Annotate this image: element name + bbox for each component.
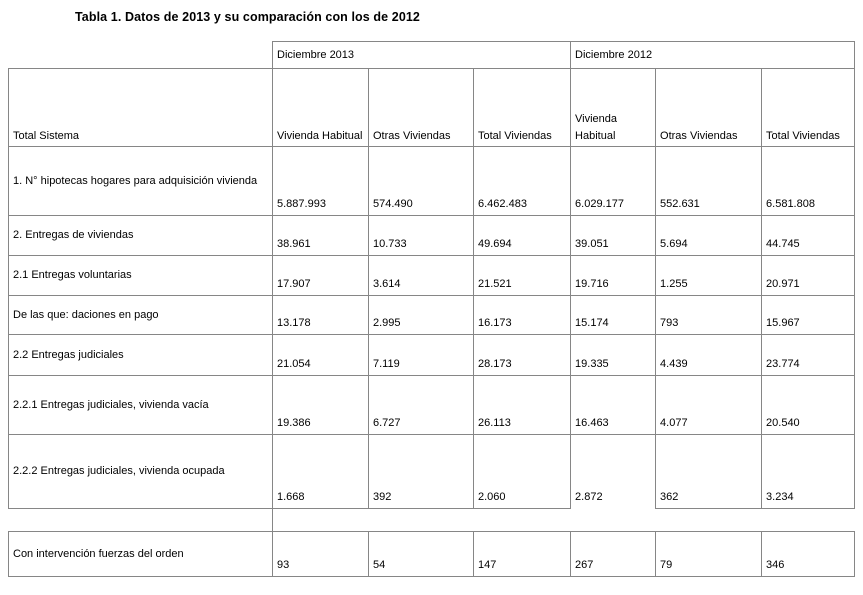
cell-value: 16.173 [474, 296, 571, 335]
row-label: 2. Entregas de viviendas [9, 216, 273, 256]
column-header: Otras Viviendas [656, 69, 762, 147]
cell-value: 19.335 [571, 335, 656, 376]
gap-spacer [9, 509, 273, 532]
cell-value: 267 [571, 532, 656, 577]
cell-value: 23.774 [762, 335, 855, 376]
cell-value: 3.234 [762, 435, 855, 509]
cell-value: 3.614 [369, 256, 474, 296]
cell-value: 39.051 [571, 216, 656, 256]
cell-value: 5.694 [656, 216, 762, 256]
row-label: 2.2.1 Entregas judiciales, vivienda vacía [9, 376, 273, 435]
row-label: Con intervención fuerzas del orden [9, 532, 273, 577]
cell-value: 54 [369, 532, 474, 577]
cell-value: 49.694 [474, 216, 571, 256]
cell-value: 28.173 [474, 335, 571, 376]
cell-value: 4.439 [656, 335, 762, 376]
gap-spacer [369, 509, 474, 532]
cell-value: 2.995 [369, 296, 474, 335]
group-header-row [9, 42, 855, 69]
cell-value: 93 [273, 532, 369, 577]
cell-value: 17.907 [273, 256, 369, 296]
cell-value: 44.745 [762, 216, 855, 256]
cell-value: 38.961 [273, 216, 369, 256]
column-header: Total Viviendas [762, 69, 855, 147]
row-label: 2.1 Entregas voluntarias [9, 256, 273, 296]
blank-corner [9, 42, 273, 69]
cell-value: 20.971 [762, 256, 855, 296]
gap-spacer [762, 509, 855, 532]
group-header-2013: Diciembre 2013 [273, 42, 571, 69]
cell-value: 19.716 [571, 256, 656, 296]
cell-value: 552.631 [656, 147, 762, 216]
table-row [9, 296, 855, 335]
footer-row [9, 532, 855, 577]
table-row [9, 335, 855, 376]
table-row [9, 256, 855, 296]
cell-value: 21.521 [474, 256, 571, 296]
corner-label: Total Sistema [9, 69, 273, 147]
cell-value: 10.733 [369, 216, 474, 256]
cell-value: 15.967 [762, 296, 855, 335]
cell-value: 392 [369, 435, 474, 509]
cell-value: 2.060 [474, 435, 571, 509]
cell-value: 15.174 [571, 296, 656, 335]
data-table [8, 41, 855, 577]
table-row [9, 216, 855, 256]
cell-value: 26.113 [474, 376, 571, 435]
row-label: 2.2.2 Entregas judiciales, vivienda ocupada [9, 435, 273, 509]
cell-value: 1.668 [273, 435, 369, 509]
cell-value: 13.178 [273, 296, 369, 335]
group-header-2012: Diciembre 2012 [571, 42, 855, 69]
gap-spacer [273, 509, 369, 532]
cell-value: 362 [656, 435, 762, 509]
cell-value: 1.255 [656, 256, 762, 296]
cell-value: 346 [762, 532, 855, 577]
cell-value: 6.029.177 [571, 147, 656, 216]
gap-spacer [656, 509, 762, 532]
cell-value: 20.540 [762, 376, 855, 435]
column-header: Otras Viviendas [369, 69, 474, 147]
spacer-row [9, 509, 855, 532]
cell-value: 7.119 [369, 335, 474, 376]
cell-value: 79 [656, 532, 762, 577]
cell-value: 2.872 [571, 435, 656, 509]
cell-value: 6.462.483 [474, 147, 571, 216]
column-header: Total Viviendas [474, 69, 571, 147]
table-row [9, 147, 855, 216]
cell-value: 16.463 [571, 376, 656, 435]
cell-value: 793 [656, 296, 762, 335]
cell-value: 5.887.993 [273, 147, 369, 216]
table-row [9, 435, 855, 509]
column-header-row [9, 69, 855, 147]
document-page [0, 10, 863, 595]
cell-value: 574.490 [369, 147, 474, 216]
row-label: 1. N° hipotecas hogares para adquisición vivienda [9, 147, 273, 216]
cell-value: 6.727 [369, 376, 474, 435]
cell-value: 6.581.808 [762, 147, 855, 216]
gap-spacer [474, 509, 571, 532]
cell-value: 4.077 [656, 376, 762, 435]
column-header: Vivienda Habitual [273, 69, 369, 147]
row-label: 2.2 Entregas judiciales [9, 335, 273, 376]
column-header: Vivienda Habitual [571, 69, 656, 147]
page-title: Tabla 1. Datos de 2013 y su comparación con los de 2012 [75, 10, 420, 24]
cell-value: 19.386 [273, 376, 369, 435]
cell-value: 21.054 [273, 335, 369, 376]
row-label: De las que: daciones en pago [9, 296, 273, 335]
gap-spacer [571, 509, 656, 532]
table-row [9, 376, 855, 435]
cell-value: 147 [474, 532, 571, 577]
